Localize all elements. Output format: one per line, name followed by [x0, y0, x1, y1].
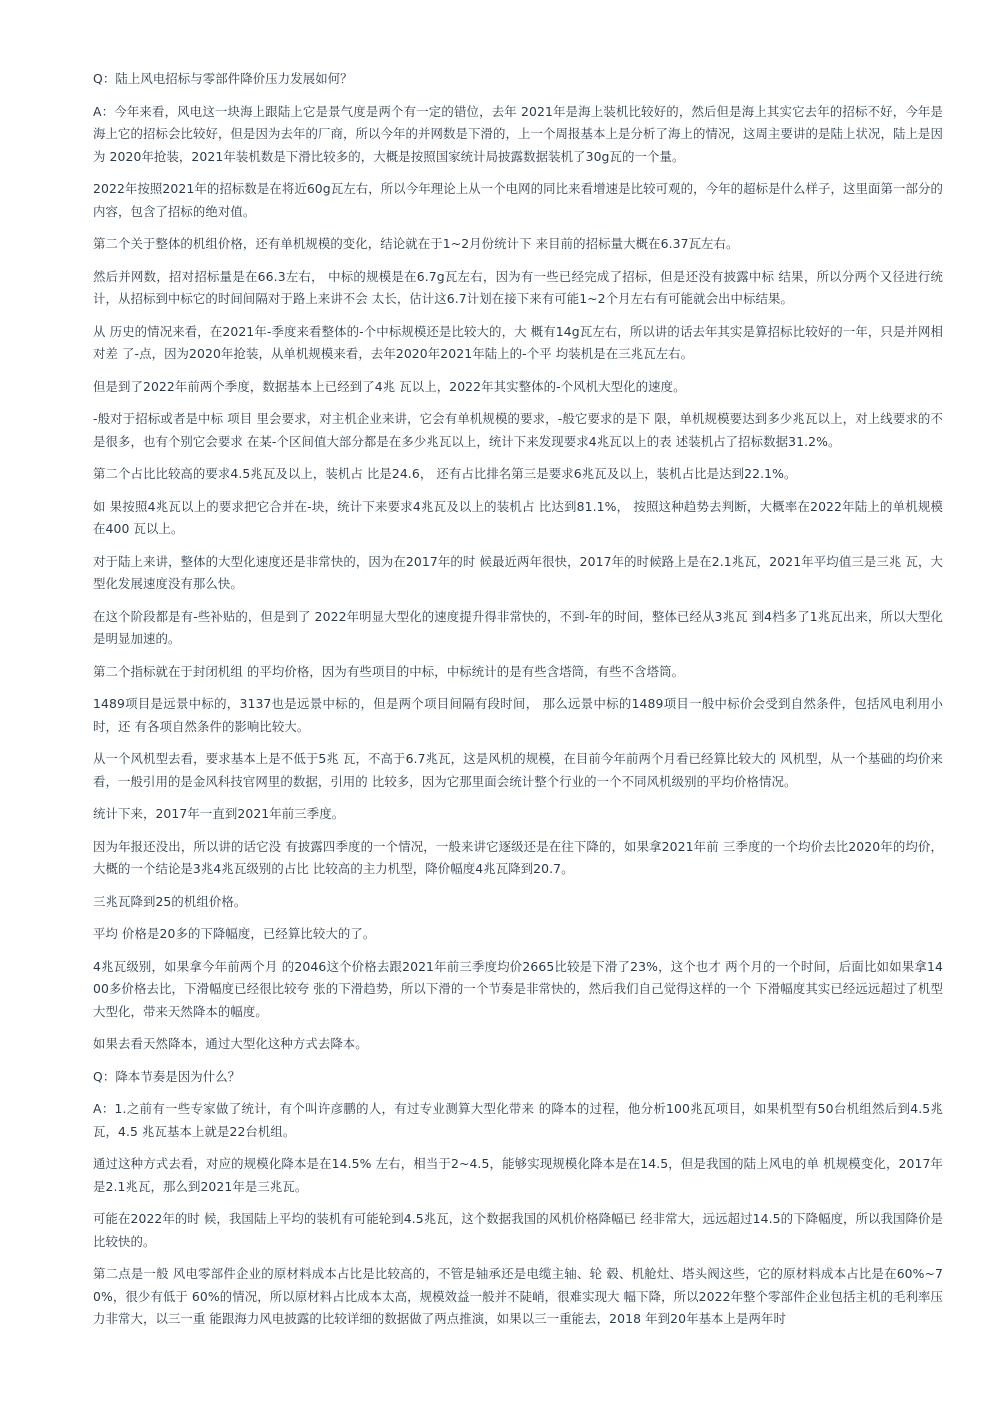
paragraph: 第二点是一般 风电零部件企业的原材料成本占比是比较高的，不管是轴承还是电缆主轴、轮 毂、机舱灶、塔头阀这些，它的原材料成本占比是在60%~70%，很少有低于 60%的情况，所以原材料占比成本太高，规模效益一般并不陡峭，很难实现大 幅下降，所以2022年整个零部件企业包括主机的毛利率压力非常大，以三一重 能跟海力风电披露的比较详细的数据做了两点推演，如果以三一重能去，2018 年到20年基本上是两年时: [93, 1266, 943, 1326]
paragraph: 从一个风机型去看，要求基本上是不低于5兆 瓦，不高于6.7兆瓦，这是风机的规模，在目前今年前两个月看已经算比较大的 风机型，从一个基础的均价来看，一般引用的是金风科技官网里的数据，引用的 比较多，因为它那里面会统计整个行业的一个不同风机级别的平均价格情况。: [93, 751, 943, 789]
paragraph-answer-1: A：今年来看，风电这一块海上跟陆上它是景气度是两个有一定的错位，去年 2021年是海上装机比较好的，然后但是海上其实它去年的招标不好，今年是海上它的招标会比较好，但是因为去年的厂商，所以今年的并网数是下滑的，上一个周报基本上是分析了海上的情况，这周主要讲的是陆上状况，陆上是因为 2020年抢装，2021年装机数是下滑比较多的，大概是按照国家统计局披露数据装机了30g瓦的一个量。: [93, 103, 943, 164]
paragraph: -般对于招标或者是中标 项目 里会要求，对主机企业来讲，它会有单机规模的要求，-般它要求的是下 限，单机规模要达到多少兆瓦以上，对上线要求的不是很多，也有个别它会要求 在某-个区间值大部分都是在多少兆瓦以上，统计下来发现要求4兆瓦以上的表 述装机占了招标数据31.2%。: [93, 411, 943, 449]
paragraph: 然后并网数，招对招标量是在66.3左右， 中标的规模是在6.7g瓦左右，因为有一些已经完成了招标，但是还没有披露中标 结果，所以分两个又径进行统计，从招标到中标它的时间间隔对于路上来讲不会 太长，估计这6.7计划在接下来有可能1~2个月左右有可能就会出中标结果。: [93, 268, 943, 306]
paragraph: 2022年按照2021年的招标数是在将近60g瓦左右，所以今年理论上从一个电网的同比来看增速是比较可观的，今年的超标是什么样子，这里面第一部分的内容，包含了招标的绝对值。: [93, 181, 943, 219]
paragraph: 1489项目是远景中标的，3137也是远景中标的，但是两个项目间隔有段时间， 那么远景中标的1489项目一般中标价会受到自然条件，包括风电利用小时，还 有各项自然条件的影响比较大。: [93, 696, 943, 734]
paragraph-question-1: Q：陆上风电招标与零部件降价压力发展如何？: [93, 71, 353, 86]
paragraph: 统计下来，2017年一直到2021年前三季度。: [93, 806, 345, 821]
paragraph: 4兆瓦级别，如果拿今年前两个月 的2046这个价格去跟2021年前三季度均价2665比较是下滑了23%，这个也才 两个月的一个时间，后面比如如果拿1400多价格去比，下滑幅度已经很比较夸 张的下滑趋势，所以下滑的一个节奏是非常快的，然后我们自己觉得这样的一个 下滑幅度其实已经远远超过了机型大型化，带来天然降本的幅度。: [93, 958, 943, 1019]
paragraph: 第二个指标就在于封闭机组 的平均价格，因为有些项目的中标，中标统计的是有些含塔筒，有些不含塔筒。: [93, 663, 685, 679]
paragraph: 第二个关于整体的机组价格，还有单机规模的变化，结论就在于1~2月份统计下 来目前的招标量大概在6.37瓦左右。: [93, 236, 739, 251]
paragraph: 如果去看天然降本，通过大型化这种方式去降本。: [93, 1036, 368, 1051]
paragraph: 三兆瓦降到25的机组价格。: [93, 893, 247, 909]
document-page: [93, 68, 943, 1341]
paragraph: 在这个阶段都是有-些补贴的，但是到了 2022年明显大型化的速度提升得非常快的，不到-年的时间，整体已经从3兆瓦 到4档多了1兆瓦出来，所以大型化是明显加速的。: [93, 608, 943, 646]
paragraph: 对于陆上来讲，整体的大型化速度还是非常快的，因为在2017年的时 候最近两年很快，2017年的时候路上是在2.1兆瓦，2021年平均值三是三兆 瓦，大型化发展速度没有那么快。: [93, 553, 943, 591]
paragraph: 可能在2022年的时 候，我国陆上平均的装机有可能轮到4.5兆瓦，这个数据我国的风机价格降幅已 经非常大，远远超过14.5的下降幅度，所以我国降价是比较快的。: [93, 1211, 943, 1249]
paragraph: 如 果按照4兆瓦以上的要求把它合并在-块，统计下来要求4兆瓦及以上的装机占 比达到81.1%， 按照这种趋势去判断，大概率在2022年陆上的单机规模在400 瓦以上。: [93, 498, 943, 536]
paragraph-question-2: Q：降本节奏是因为什么？: [93, 1068, 241, 1084]
paragraph-answer-2: A：1.之前有一些专家做了统计，有个叫许彦鹏的人，有过专业测算大型化带来 的降本的过程，他分析100兆瓦项目，如果机型有50台机组然后到4.5兆瓦，4.5 兆瓦基本上就是22台机组。: [93, 1101, 943, 1139]
paragraph: 从 历史的情况来看，在2021年-季度来看整体的-个中标规模还是比较大的，大 概有14g瓦左右，所以讲的话去年其实是算招标比较好的一年，只是并网相对差 了-点，因为2020年抢装，从单机规模来看，去年2020年2021年陆上的-个平 均装机是在三兆瓦左右。: [93, 323, 943, 361]
paragraph: 通过这种方式去看，对应的规模化降本是在14.5% 左右，相当于2~4.5，能够实现规模化降本是在14.5，但是我国的陆上风电的单 机规模变化，2017年是2.1兆瓦，那么到2021年是三兆瓦。: [93, 1156, 943, 1194]
paragraph: 因为年报还没出，所以讲的话它没 有披露四季度的一个情况，一般来讲它逐级还是在往下降的，如果拿2021年前 三季度的一个均价去比2020年的均价，大概的一个结论是3兆4兆瓦级别的占比 比较高的主力机型，降价幅度4兆瓦降到20.7。: [93, 838, 943, 876]
paragraph: 第二个占比比较高的要求4.5兆瓦及以上，装机占 比是24.6， 还有占比排名第三是要求6兆瓦及以上，装机占比是达到22.1%。: [93, 466, 797, 481]
paragraph: 平均 价格是20多的下降幅度，已经算比较大的了。: [93, 926, 376, 941]
paragraph: 但是到了2022年前两个季度，数据基本上已经到了4兆 瓦以上，2022年其实整体的-个风机大型化的速度。: [93, 378, 686, 394]
